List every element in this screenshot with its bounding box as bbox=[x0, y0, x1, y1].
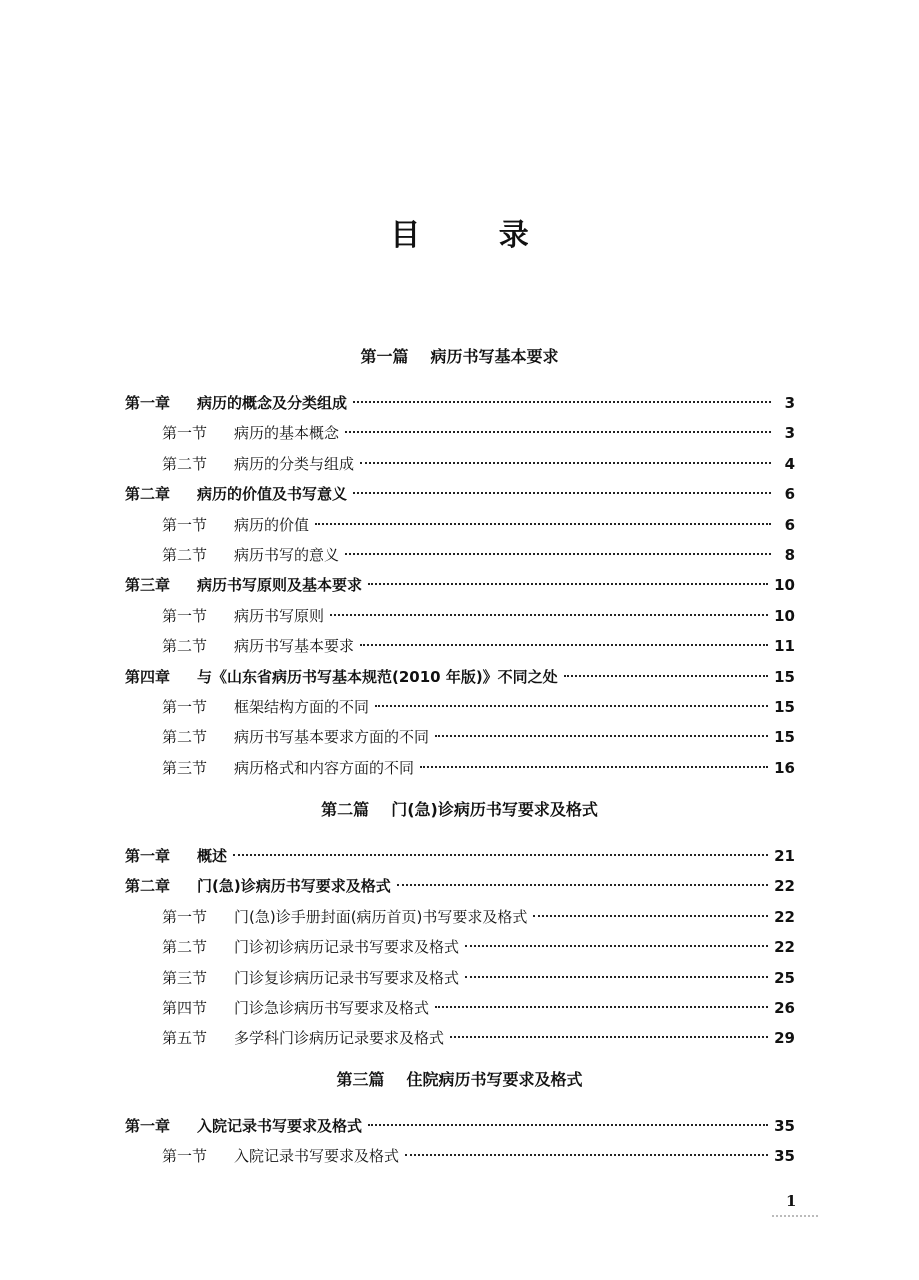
page-number-ref: 10 bbox=[774, 576, 795, 594]
chapter-number: 第一章 bbox=[125, 847, 171, 865]
section-title: 多学科门诊病历记录要求及格式 bbox=[234, 1029, 445, 1047]
dot-leader bbox=[360, 462, 771, 464]
dot-leader bbox=[405, 1154, 768, 1156]
part-title: 门(急)诊病历书写要求及格式 bbox=[391, 800, 598, 819]
page-number-ref: 35 bbox=[774, 1147, 795, 1165]
toc-section-entry bbox=[162, 724, 795, 750]
dot-leader bbox=[465, 976, 768, 978]
part-number: 第一篇 bbox=[360, 347, 409, 366]
section-number: 第五节 bbox=[162, 1029, 208, 1047]
section-number: 第三节 bbox=[162, 759, 208, 777]
dot-leader bbox=[345, 553, 771, 555]
page-number-ref: 3 bbox=[784, 394, 795, 412]
toc-section-entry bbox=[162, 995, 795, 1021]
page-number-ref: 6 bbox=[784, 485, 795, 503]
dot-leader bbox=[353, 401, 771, 403]
chapter-number: 第四章 bbox=[125, 668, 171, 686]
part-heading bbox=[0, 1068, 919, 1092]
chapter-number: 第二章 bbox=[125, 485, 171, 503]
page-number-ref: 16 bbox=[774, 759, 795, 777]
chapter-number: 第二章 bbox=[125, 877, 171, 895]
dot-leader bbox=[345, 431, 771, 433]
section-number: 第二节 bbox=[162, 455, 208, 473]
chapter-title: 病历的概念及分类组成 bbox=[197, 394, 348, 412]
dot-leader bbox=[330, 614, 768, 616]
section-title: 框架结构方面的不同 bbox=[234, 698, 370, 716]
section-title: 门诊初诊病历记录书写要求及格式 bbox=[234, 938, 460, 956]
dot-leader bbox=[315, 523, 771, 525]
section-title: 门诊急诊病历书写要求及格式 bbox=[234, 999, 430, 1017]
section-title: 病历格式和内容方面的不同 bbox=[234, 759, 415, 777]
section-number: 第二节 bbox=[162, 637, 208, 655]
section-number: 第一节 bbox=[162, 1147, 208, 1165]
page-number-ref: 6 bbox=[784, 516, 795, 534]
dot-leader bbox=[375, 705, 768, 707]
part-title: 住院病历书写要求及格式 bbox=[406, 1070, 583, 1089]
section-title: 病历书写的意义 bbox=[234, 546, 340, 564]
dot-leader bbox=[353, 492, 771, 494]
chapter-title: 门(急)诊病历书写要求及格式 bbox=[197, 877, 391, 895]
toc-section-entry bbox=[162, 542, 795, 568]
toc-section-entry bbox=[162, 904, 795, 930]
page-number-ref: 22 bbox=[774, 908, 795, 926]
page-number-ref: 15 bbox=[774, 698, 795, 716]
section-number: 第二节 bbox=[162, 938, 208, 956]
section-title: 病历的分类与组成 bbox=[234, 455, 355, 473]
section-number: 第一节 bbox=[162, 607, 208, 625]
toc-chapter-entry bbox=[125, 390, 795, 416]
dot-leader bbox=[368, 1124, 768, 1126]
toc-chapter-entry bbox=[125, 664, 795, 690]
dot-leader bbox=[360, 644, 768, 646]
toc-chapter-entry bbox=[125, 1113, 795, 1139]
chapter-title: 病历书写原则及基本要求 bbox=[197, 576, 363, 594]
dot-leader bbox=[435, 1006, 768, 1008]
dot-leader bbox=[435, 735, 768, 737]
section-number: 第一节 bbox=[162, 908, 208, 926]
part-number: 第二篇 bbox=[321, 800, 370, 819]
section-title: 病历书写基本要求 bbox=[234, 637, 355, 655]
section-number: 第三节 bbox=[162, 969, 208, 987]
section-title: 病历书写基本要求方面的不同 bbox=[234, 728, 430, 746]
chapter-title: 病历的价值及书写意义 bbox=[197, 485, 348, 503]
section-number: 第二节 bbox=[162, 728, 208, 746]
toc-section-entry bbox=[162, 694, 795, 720]
page-title: 目 录 bbox=[390, 218, 563, 253]
page-number-ref: 11 bbox=[774, 637, 795, 655]
toc-chapter-entry bbox=[125, 843, 795, 869]
section-title: 门诊复诊病历记录书写要求及格式 bbox=[234, 969, 460, 987]
section-number: 第二节 bbox=[162, 546, 208, 564]
page-number-ref: 21 bbox=[774, 847, 795, 865]
part-number: 第三篇 bbox=[336, 1070, 385, 1089]
toc-section-entry bbox=[162, 965, 795, 991]
section-number: 第四节 bbox=[162, 999, 208, 1017]
section-title: 入院记录书写要求及格式 bbox=[234, 1147, 400, 1165]
page-number-ref: 22 bbox=[774, 877, 795, 895]
part-title: 病历书写基本要求 bbox=[430, 347, 559, 366]
toc-chapter-entry bbox=[125, 481, 795, 507]
chapter-number: 第三章 bbox=[125, 576, 171, 594]
page-number: 1 bbox=[786, 1192, 797, 1210]
toc-chapter-entry bbox=[125, 873, 795, 899]
dot-leader bbox=[465, 945, 768, 947]
page-number-ref: 15 bbox=[774, 728, 795, 746]
dot-leader bbox=[233, 854, 768, 856]
dot-leader bbox=[533, 915, 768, 917]
part-heading bbox=[0, 798, 919, 822]
dot-leader bbox=[564, 675, 768, 677]
toc-section-entry bbox=[162, 1025, 795, 1051]
chapter-title: 与《山东省病历书写基本规范(2010 年版)》不同之处 bbox=[197, 668, 558, 686]
dot-leader bbox=[420, 766, 768, 768]
page-number-ref: 22 bbox=[774, 938, 795, 956]
section-number: 第一节 bbox=[162, 698, 208, 716]
section-title: 病历的价值 bbox=[234, 516, 310, 534]
chapter-title: 入院记录书写要求及格式 bbox=[197, 1117, 363, 1135]
toc-section-entry bbox=[162, 420, 795, 446]
dot-leader bbox=[368, 583, 768, 585]
toc-section-entry bbox=[162, 1143, 795, 1169]
toc-section-entry bbox=[162, 603, 795, 629]
toc-section-entry bbox=[162, 633, 795, 659]
section-title: 病历书写原则 bbox=[234, 607, 325, 625]
page-number-ref: 26 bbox=[774, 999, 795, 1017]
folio-divider bbox=[772, 1215, 818, 1217]
page-number-ref: 8 bbox=[784, 546, 795, 564]
page-number-ref: 3 bbox=[784, 424, 795, 442]
section-title: 门(急)诊手册封面(病历首页)书写要求及格式 bbox=[234, 908, 528, 926]
section-number: 第一节 bbox=[162, 516, 208, 534]
toc-section-entry bbox=[162, 512, 795, 538]
part-heading bbox=[0, 345, 919, 369]
page-number-ref: 15 bbox=[774, 668, 795, 686]
section-title: 病历的基本概念 bbox=[234, 424, 340, 442]
page-number-ref: 10 bbox=[774, 607, 795, 625]
section-number: 第一节 bbox=[162, 424, 208, 442]
page-number-ref: 35 bbox=[774, 1117, 795, 1135]
chapter-title: 概述 bbox=[197, 847, 228, 865]
page-number-ref: 4 bbox=[784, 455, 795, 473]
chapter-number: 第一章 bbox=[125, 394, 171, 412]
chapter-number: 第一章 bbox=[125, 1117, 171, 1135]
toc-section-entry bbox=[162, 755, 795, 781]
toc-section-entry bbox=[162, 451, 795, 477]
dot-leader bbox=[397, 884, 768, 886]
toc-chapter-entry bbox=[125, 572, 795, 598]
page-number-ref: 29 bbox=[774, 1029, 795, 1047]
toc-section-entry bbox=[162, 934, 795, 960]
dot-leader bbox=[450, 1036, 768, 1038]
page-number-ref: 25 bbox=[774, 969, 795, 987]
